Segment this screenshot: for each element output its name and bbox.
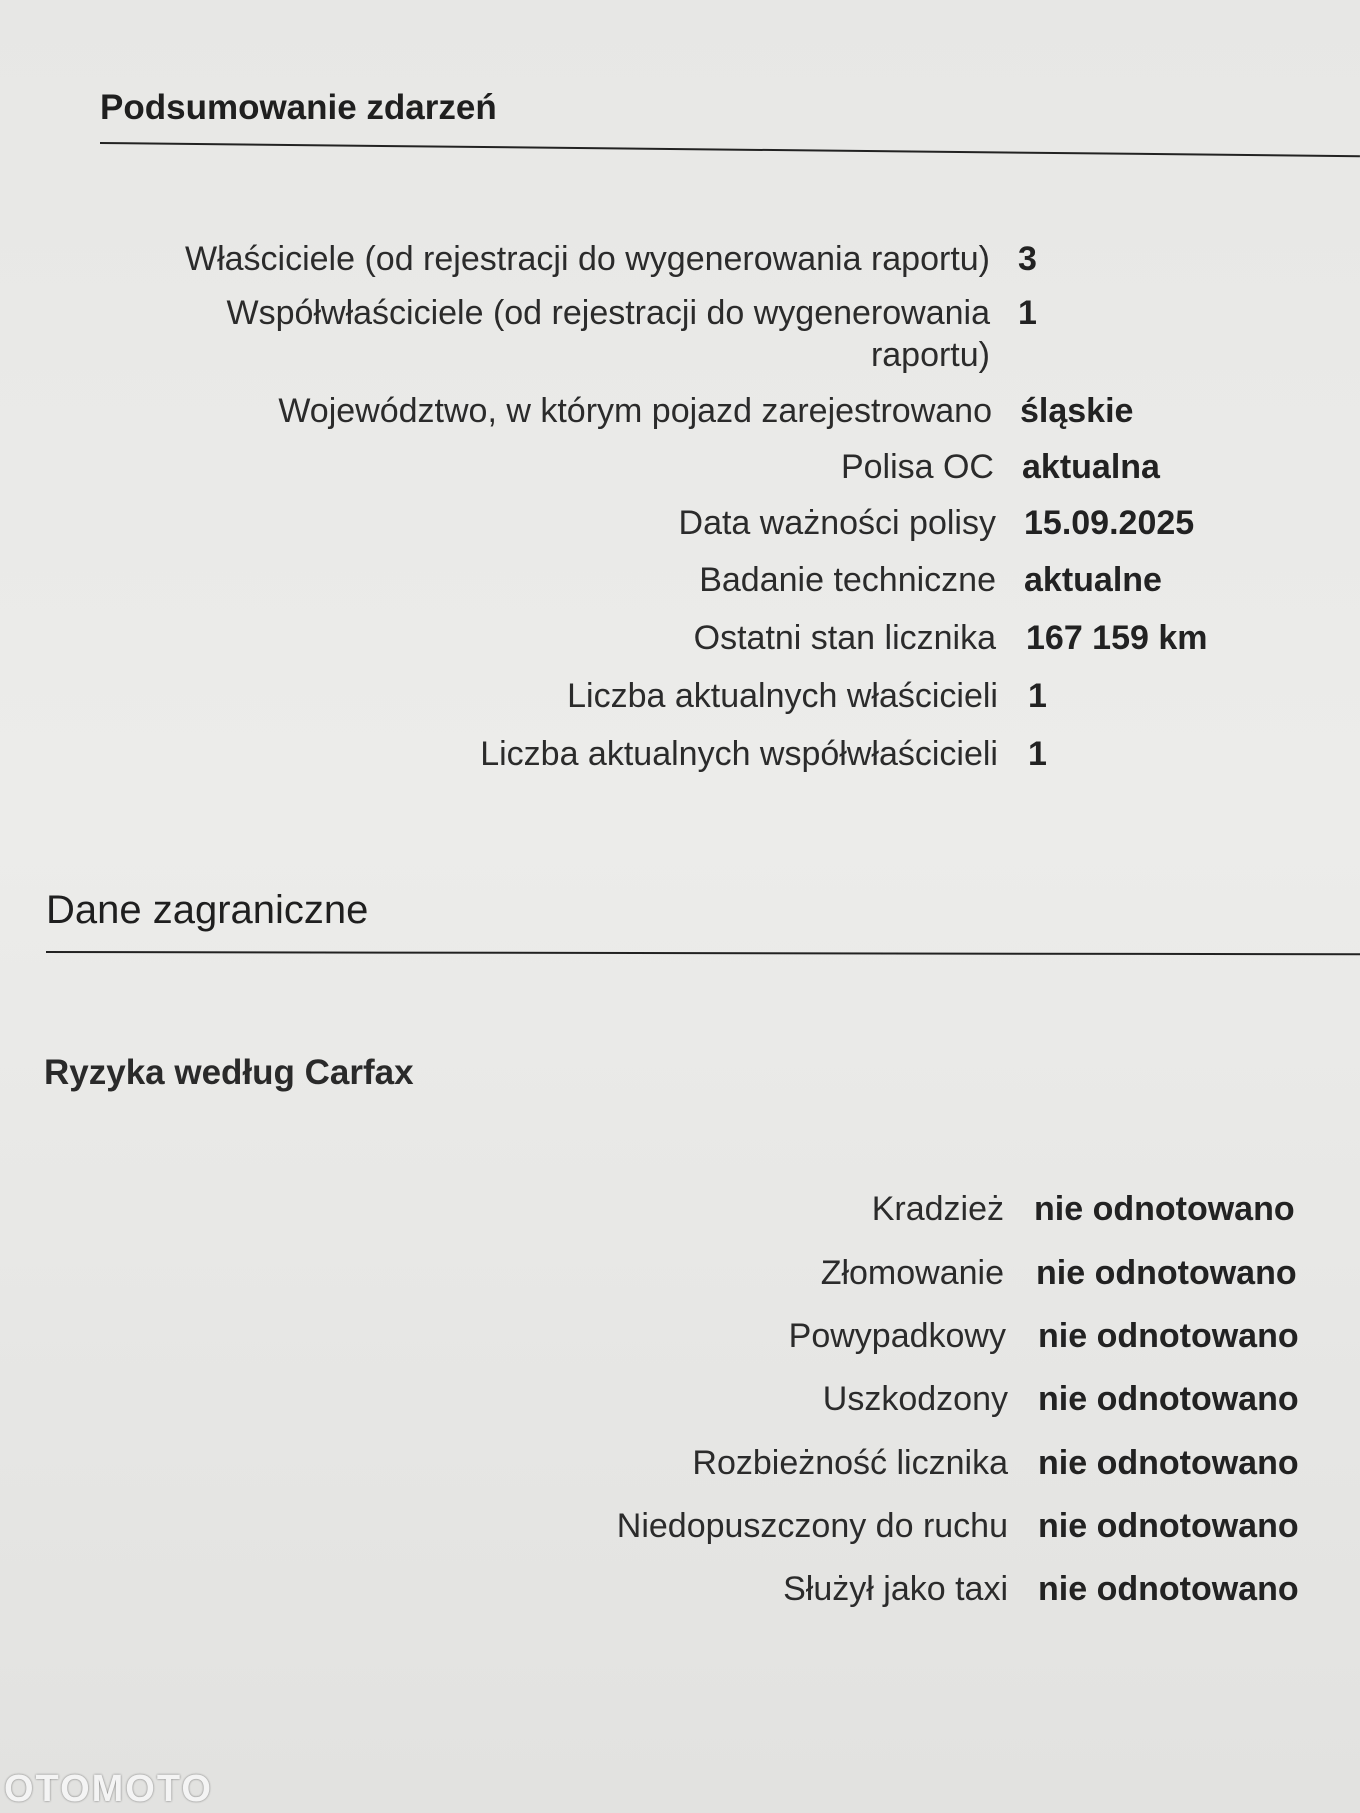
row-value: nie odnotowano xyxy=(1038,1507,1299,1545)
row-label: Złomowanie xyxy=(820,1254,1004,1292)
row-label: Powypadkowy xyxy=(788,1317,1006,1355)
section-title-summary: Podsumowanie zdarzeń xyxy=(100,88,497,127)
row-label: Uszkodzony xyxy=(822,1380,1008,1418)
row-label: Województwo, w którym pojazd zarejestrowano xyxy=(278,392,992,430)
section-divider xyxy=(100,142,1360,157)
row-value: aktualna xyxy=(1022,448,1160,486)
row-label: Liczba aktualnych właścicieli xyxy=(567,677,998,715)
row-label: Ostatni stan licznika xyxy=(693,619,996,657)
row-value: nie odnotowano xyxy=(1036,1254,1297,1292)
row-label: Niedopuszczony do ruchu xyxy=(616,1507,1008,1545)
otomoto-watermark: OTOMOTO xyxy=(4,1768,213,1810)
row-value: 1 xyxy=(1028,677,1047,715)
row-value: nie odnotowano xyxy=(1038,1444,1299,1482)
section-divider xyxy=(46,951,1360,955)
row-label: Data ważności polisy xyxy=(678,504,996,542)
row-value: nie odnotowano xyxy=(1038,1317,1299,1355)
subsection-title-carfax: Ryzyka według Carfax xyxy=(44,1053,414,1092)
section-title-foreign: Dane zagraniczne xyxy=(46,888,369,932)
row-label: Właściciele (od rejestracji do wygenerowania raportu) xyxy=(184,240,990,278)
row-value: aktualne xyxy=(1024,561,1162,599)
row-label: Kradzież xyxy=(871,1190,1004,1228)
row-label: Polisa OC xyxy=(840,448,994,486)
row-value: 1 xyxy=(1028,735,1047,773)
row-label: Rozbieżność licznika xyxy=(692,1444,1008,1482)
row-value: 1 xyxy=(1018,294,1037,332)
row-label: Liczba aktualnych współwłaścicieli xyxy=(480,735,998,773)
row-value: 3 xyxy=(1018,240,1037,278)
row-value: nie odnotowano xyxy=(1034,1190,1295,1228)
row-label: Badanie techniczne xyxy=(699,561,996,599)
row-value: śląskie xyxy=(1020,392,1134,430)
row-value: nie odnotowano xyxy=(1038,1380,1299,1418)
row-value: nie odnotowano xyxy=(1038,1570,1299,1608)
row-value: 15.09.2025 xyxy=(1024,504,1195,542)
row-label: Współwłaściciele (od rejestracji do wygenerowania raportu) xyxy=(226,294,990,374)
row-label: Służył jako taxi xyxy=(783,1570,1008,1608)
row-value: 167 159 km xyxy=(1026,619,1208,657)
